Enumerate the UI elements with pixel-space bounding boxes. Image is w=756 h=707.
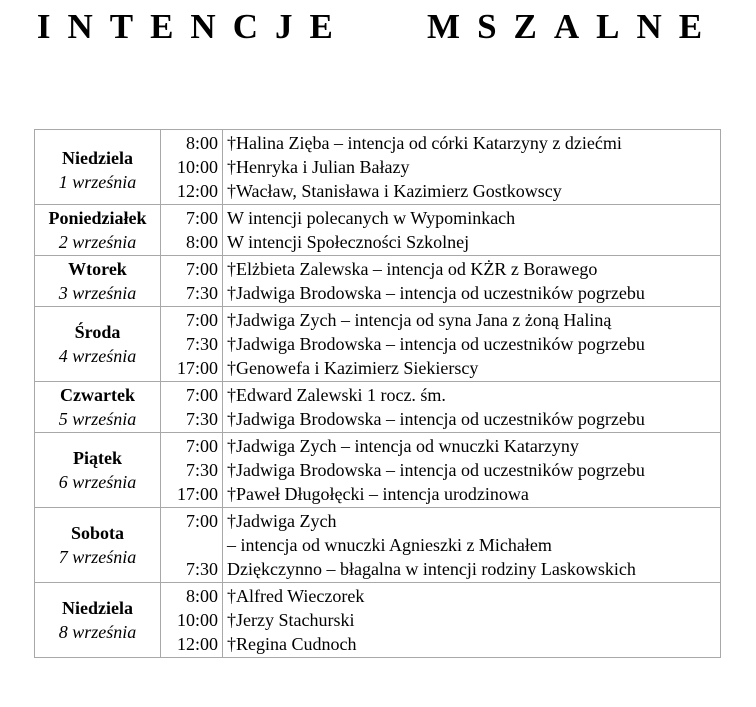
mass-time: 7:00 (185, 259, 218, 279)
intent-cell (223, 382, 721, 433)
day-row (35, 382, 721, 433)
mass-time: 12:00 (176, 634, 218, 654)
day-cell (35, 205, 161, 256)
mass-intention: Dziękczynno – błagalna w intencji rodziny Laskowskich (227, 559, 636, 579)
day-cell (35, 508, 161, 583)
mass-intention: †Jadwiga Brodowska – intencja od uczestników pogrzebu (227, 460, 645, 480)
mass-intention: †Jerzy Stachurski (227, 610, 355, 630)
day-row (35, 256, 721, 307)
mass-intention: W intencji Społeczności Szkolnej (227, 232, 470, 252)
time-cell (161, 307, 223, 382)
mass-time: 7:00 (185, 511, 218, 531)
day-row (35, 130, 721, 205)
time-cell (161, 508, 223, 583)
day-date: 7 września (58, 547, 137, 567)
mass-intention: †Jadwiga Zych (227, 511, 337, 531)
time-cell (161, 382, 223, 433)
intent-cell (223, 307, 721, 382)
intent-cell (223, 256, 721, 307)
day-row (35, 307, 721, 382)
day-name: Czwartek (60, 385, 135, 405)
day-name: Środa (74, 322, 121, 342)
day-name: Niedziela (62, 147, 133, 168)
mass-time: 7:30 (185, 283, 218, 303)
time-cell (161, 130, 223, 205)
day-row (35, 508, 721, 583)
day-date: 1 września (58, 171, 137, 192)
mass-intention: †Paweł Długołęcki – intencja urodzinowa (227, 484, 529, 504)
mass-time: 7:00 (185, 385, 218, 405)
day-row (35, 433, 721, 508)
mass-intention: †Jadwiga Brodowska – intencja od uczestników pogrzebu (227, 334, 645, 354)
mass-intention: †Genowefa i Kazimierz Siekierscy (227, 358, 479, 378)
day-cell (35, 583, 161, 658)
page-title: INTENCJE MSZALNE (36, 7, 720, 46)
mass-time: 8:00 (185, 232, 218, 252)
day-cell (35, 130, 161, 205)
day-date: 3 września (58, 283, 137, 303)
intent-cell (223, 205, 721, 256)
mass-time: 7:30 (185, 334, 218, 354)
day-row (35, 583, 721, 658)
time-cell (161, 256, 223, 307)
mass-intention: †Jadwiga Zych – intencja od wnuczki Katarzyny (227, 436, 579, 456)
mass-time: 7:00 (185, 310, 218, 330)
mass-time: 8:00 (185, 586, 218, 606)
day-cell (35, 433, 161, 508)
intent-cell (223, 508, 721, 583)
day-name: Niedziela (62, 598, 133, 618)
mass-intention: †Halina Zięba – intencja od córki Katarzyny z dziećmi (227, 133, 622, 153)
day-name: Sobota (70, 523, 124, 543)
mass-intention: †Jadwiga Brodowska – intencja od uczestników pogrzebu (227, 283, 645, 303)
day-row (35, 205, 721, 256)
mass-intention: †Jadwiga Zych – intencja od syna Jana z żoną Haliną (227, 310, 612, 330)
mass-intention: †Edward Zalewski 1 rocz. śm. (227, 385, 446, 405)
mass-intention: W intencji polecanych w Wypominkach (227, 208, 516, 228)
day-cell (35, 256, 161, 307)
mass-intention: †Henryka i Julian Bałazy (227, 157, 410, 177)
mass-intentions-table (34, 129, 721, 658)
time-cell (161, 205, 223, 256)
day-cell (35, 307, 161, 382)
mass-time: 12:00 (176, 181, 218, 201)
day-name: Wtorek (68, 259, 127, 279)
mass-time: 7:30 (185, 559, 218, 579)
mass-intention: – intencja od wnuczki Agnieszki z Michałem (227, 535, 552, 555)
mass-intention: †Regina Cudnoch (227, 634, 357, 654)
mass-time: 8:00 (185, 133, 218, 153)
day-date: 4 września (58, 346, 137, 366)
mass-time: 10:00 (176, 610, 218, 630)
mass-intention: †Alfred Wieczorek (227, 586, 365, 606)
day-cell (35, 382, 161, 433)
mass-time: 17:00 (176, 484, 218, 504)
mass-time: 10:00 (176, 157, 218, 177)
time-cell (161, 583, 223, 658)
day-date: 8 września (58, 622, 137, 642)
time-cell (161, 433, 223, 508)
day-name: Poniedziałek (48, 208, 147, 228)
mass-time: 7:30 (185, 460, 218, 480)
mass-intention: †Elżbieta Zalewska – intencja od KŻR z Borawego (227, 259, 598, 279)
day-date: 5 września (58, 409, 137, 429)
mass-intention: †Jadwiga Brodowska – intencja od uczestników pogrzebu (227, 409, 645, 429)
mass-time (161, 533, 218, 557)
intent-cell (223, 130, 721, 205)
day-date: 6 września (58, 472, 137, 492)
mass-time: 17:00 (176, 358, 218, 378)
intent-cell (223, 583, 721, 658)
day-name: Piątek (73, 448, 122, 468)
day-date: 2 września (58, 232, 137, 252)
mass-time: 7:00 (185, 208, 218, 228)
mass-intention: †Wacław, Stanisława i Kazimierz Gostkowscy (227, 181, 562, 201)
mass-time: 7:00 (185, 436, 218, 456)
mass-time: 7:30 (185, 409, 218, 429)
intent-cell (223, 433, 721, 508)
